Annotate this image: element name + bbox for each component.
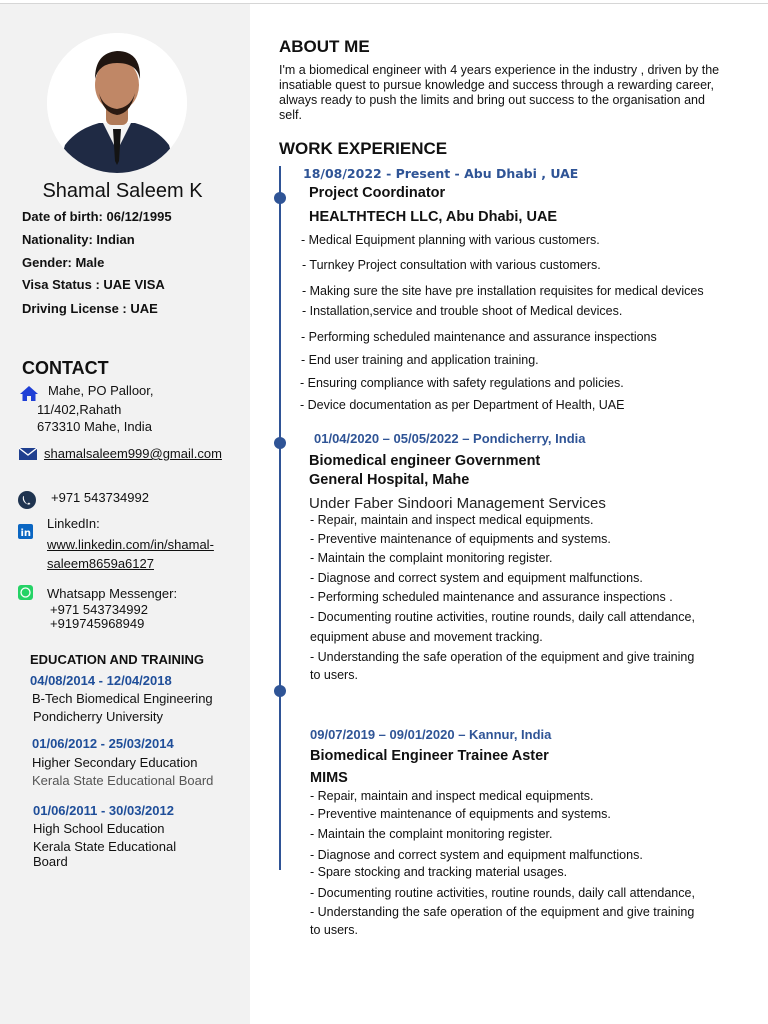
education-2-line-2: Kerala State Educational Board bbox=[32, 773, 214, 788]
job-2-bullet: - Maintain the complaint monitoring register. bbox=[310, 551, 553, 565]
education-date-1: 04/08/2014 - 12/04/2018 bbox=[30, 673, 172, 688]
job-1-bullet: - Device documentation as per Department of Health, UAE bbox=[300, 398, 625, 412]
work-heading: WORK EXPERIENCE bbox=[279, 139, 448, 158]
job-3-title-line-1: Biomedical Engineer Trainee Aster bbox=[310, 748, 549, 764]
education-3-line-3: Board bbox=[33, 854, 68, 869]
job-1-bullet: - Performing scheduled maintenance and assurance inspections bbox=[301, 330, 657, 344]
address-line-1: Mahe, PO Palloor, bbox=[48, 383, 154, 398]
job-3-bullet: to users. bbox=[310, 923, 358, 937]
job-1-bullet: - Medical Equipment planning with various customers. bbox=[301, 233, 600, 247]
job-1-bullet: - Ensuring compliance with safety regulations and policies. bbox=[300, 376, 624, 390]
whatsapp-number-1: +971 543734992 bbox=[50, 602, 148, 617]
job-3-bullet: - Preventive maintenance of equipments and systems. bbox=[310, 807, 611, 821]
linkedin-url-line-1[interactable]: www.linkedin.com/in/shamal- bbox=[47, 537, 214, 552]
home-icon bbox=[19, 385, 39, 407]
job-2-title-line-2: General Hospital, Mahe bbox=[309, 472, 470, 488]
job-3-bullet: - Understanding the safe operation of the equipment and give training bbox=[310, 905, 695, 919]
job-2-bullet: - Preventive maintenance of equipments and systems. bbox=[310, 532, 611, 546]
profile-photo bbox=[47, 33, 187, 173]
job-3-bullet: - Documenting routine activities, routine rounds, daily call attendance, bbox=[310, 886, 695, 900]
job-2-bullet: - Repair, maintain and inspect medical equipments. bbox=[310, 513, 594, 527]
linkedin-url-line-2[interactable]: saleem8659a6127 bbox=[47, 556, 154, 571]
about-text: I'm a biomedical engineer with 4 years experience in the industry , driven by the insatiable quest to pursue knowledge and success through a rewarding career, always ready to push the limits and bring out success to the organisation and self. bbox=[279, 63, 720, 122]
education-1-line-2: Pondicherry University bbox=[33, 709, 164, 724]
nationality: Nationality: Indian bbox=[22, 232, 135, 247]
job-1-bullet: - Installation,service and trouble shoot of Medical devices. bbox=[302, 304, 623, 318]
job-3-bullet: - Maintain the complaint monitoring register. bbox=[310, 827, 553, 841]
svg-text:in: in bbox=[20, 528, 32, 539]
email-icon bbox=[19, 447, 37, 465]
education-heading: EDUCATION AND TRAINING bbox=[30, 652, 205, 667]
education-1-line-1: B-Tech Biomedical Engineering bbox=[32, 691, 213, 706]
job-2-date: 01/04/2020 – 05/05/2022 – Pondicherry, India bbox=[314, 431, 586, 446]
visa-status: Visa Status : UAE VISA bbox=[22, 277, 165, 292]
job-2-bullet: to users. bbox=[310, 668, 358, 682]
timeline-dot bbox=[274, 685, 286, 697]
job-2-subtitle: Under Faber Sindoori Management Services bbox=[309, 495, 606, 512]
job-1-title: Project Coordinator bbox=[309, 185, 446, 201]
job-1-bullet: - End user training and application training. bbox=[301, 353, 539, 367]
job-3-bullet: - Spare stocking and tracking material usages. bbox=[310, 865, 568, 879]
job-2-title-line-1: Biomedical engineer Government bbox=[309, 453, 541, 469]
job-2-bullet: - Diagnose and correct system and equipment malfunctions. bbox=[310, 571, 643, 585]
address-line-2: 11/402,Rahath bbox=[37, 402, 122, 417]
timeline-dot bbox=[274, 437, 286, 449]
phone-icon bbox=[18, 491, 36, 514]
profile-photo-illustration bbox=[47, 33, 187, 173]
job-1-bullet: - Turnkey Project consultation with various customers. bbox=[302, 258, 601, 272]
address-line-3: 673310 Mahe, India bbox=[37, 419, 152, 434]
education-date-2: 01/06/2012 - 25/03/2014 bbox=[32, 736, 174, 751]
job-2-bullet: - Performing scheduled maintenance and assurance inspections . bbox=[310, 590, 673, 604]
date-of-birth: Date of birth: 06/12/1995 bbox=[22, 209, 172, 224]
job-2-bullet: - Understanding the safe operation of the equipment and give training bbox=[310, 650, 695, 664]
whatsapp-icon bbox=[18, 585, 33, 605]
job-3-bullet: - Repair, maintain and inspect medical equipments. bbox=[310, 789, 594, 803]
job-1-bullet: - Making sure the site have pre installation requisites for medical devices bbox=[302, 284, 704, 298]
education-3-line-1: High School Education bbox=[33, 821, 165, 836]
job-3-title-line-2: MIMS bbox=[310, 770, 348, 786]
linkedin-label: LinkedIn: bbox=[47, 516, 100, 531]
whatsapp-label: Whatsapp Messenger: bbox=[47, 586, 178, 601]
job-2-bullet: equipment abuse and movement tracking. bbox=[310, 630, 543, 644]
job-3-bullet: - Diagnose and correct system and equipment malfunctions. bbox=[310, 848, 643, 862]
contact-heading: CONTACT bbox=[22, 358, 109, 378]
job-3-date: 09/07/2019 – 09/01/2020 – Kannur, India bbox=[310, 727, 552, 742]
education-3-line-2: Kerala State Educational bbox=[33, 839, 177, 854]
timeline-line bbox=[279, 166, 281, 870]
profile-name: Shamal Saleem K bbox=[42, 180, 203, 202]
job-1-date: 18/08/2022 - Present - Abu Dhabi , UAE bbox=[303, 166, 579, 181]
linkedin-icon bbox=[18, 524, 33, 544]
about-heading: ABOUT ME bbox=[279, 37, 370, 56]
job-2-bullet: - Documenting routine activities, routine rounds, daily call attendance, bbox=[310, 610, 695, 624]
whatsapp-number-2: +919745968949 bbox=[50, 616, 145, 631]
driving-license: Driving License : UAE bbox=[22, 301, 158, 316]
education-date-3: 01/06/2011 - 30/03/2012 bbox=[33, 803, 174, 818]
education-2-line-1: Higher Secondary Education bbox=[32, 755, 198, 770]
email-link[interactable]: shamalsaleem999@gmail.com bbox=[44, 446, 222, 461]
timeline-dot bbox=[274, 192, 286, 204]
gender: Gender: Male bbox=[22, 255, 105, 270]
job-1-company: HEALTHTECH LLC, Abu Dhabi, UAE bbox=[309, 209, 558, 225]
phone-number: +971 543734992 bbox=[51, 490, 149, 505]
